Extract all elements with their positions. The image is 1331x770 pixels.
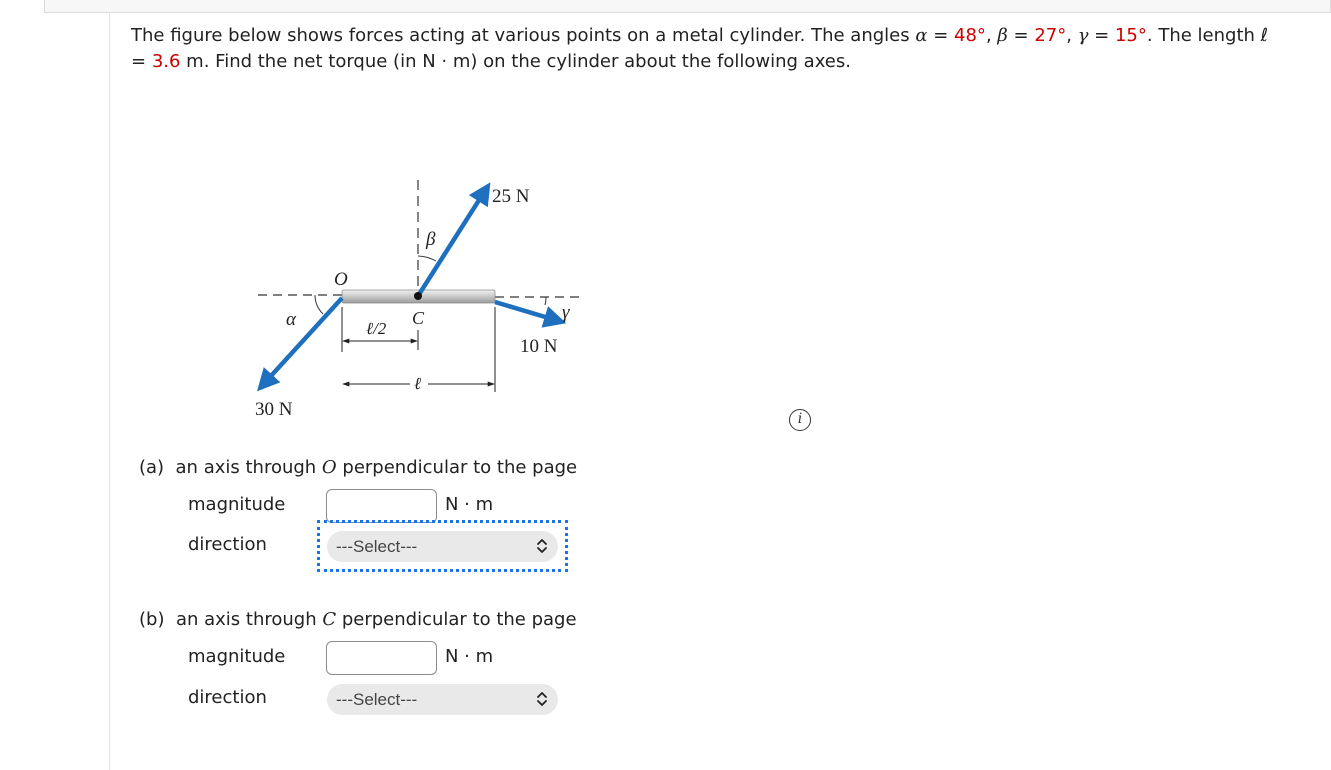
part-a-direction-select[interactable] [327, 531, 558, 562]
beta-value: 27° [1034, 25, 1067, 46]
part-a-axis-symbol: O [321, 457, 337, 478]
part-b-direction-selected: ---Select--- [336, 690, 418, 709]
part-a-direction-label: direction [188, 534, 267, 555]
left-margin-rule [109, 13, 110, 770]
alpha-symbol: α [915, 25, 928, 46]
separator: , [985, 25, 998, 46]
length-value: 3.6 [151, 51, 181, 72]
point-label-o: O [334, 269, 348, 290]
part-b-direction-select[interactable] [327, 684, 558, 715]
force-label-30n: 30 N [255, 399, 293, 420]
gamma-value: 15° [1114, 25, 1147, 46]
part-b-direction-label: direction [188, 687, 267, 708]
part-b-axis-symbol: C [322, 609, 337, 630]
part-a-text-pre: an axis through [175, 457, 322, 478]
length-symbol: ℓ [1260, 25, 1269, 46]
part-b-question [139, 609, 577, 630]
separator: , [1066, 25, 1078, 46]
equals-sign: = [1007, 25, 1035, 46]
problem-mid: . The length [1146, 25, 1261, 46]
dim-label-half-length: ℓ/2 [366, 319, 387, 338]
info-icon[interactable]: i [789, 409, 811, 431]
part-b-unit: N · m [445, 646, 494, 667]
angle-label-gamma: γ [562, 302, 570, 323]
part-a-direction-selected: ---Select--- [336, 537, 418, 556]
part-b-letter: (b) [139, 609, 165, 630]
part-b-text-post: perpendicular to the page [336, 609, 577, 630]
beta-angle-arc [418, 256, 436, 261]
top-toolbar-strip [44, 0, 1331, 13]
center-point-c [414, 292, 422, 300]
equals-sign: = [1088, 25, 1115, 46]
problem-statement [131, 23, 1281, 75]
chevron-updown-icon [536, 691, 548, 707]
part-b-magnitude-input[interactable] [326, 641, 437, 675]
part-a-magnitude-input[interactable] [326, 489, 437, 523]
problem-tail: m. Find the net torque (in N · m) on the cylinder about the following axes. [180, 51, 851, 72]
part-a-question [139, 457, 577, 478]
chevron-updown-icon [536, 538, 548, 554]
cylinder-force-diagram [230, 170, 600, 430]
part-b-magnitude-label: magnitude [188, 646, 286, 667]
point-label-c: C [412, 308, 425, 328]
part-a-letter: (a) [139, 457, 165, 478]
equals-sign: = [927, 25, 955, 46]
part-a-magnitude-label: magnitude [188, 494, 286, 515]
part-a-text-post: perpendicular to the page [336, 457, 578, 478]
force-arrow-10n [495, 302, 562, 322]
beta-symbol: β [997, 25, 1008, 46]
force-arrow-30n [260, 298, 342, 388]
problem-intro: The figure below shows forces acting at various points on a metal cylinder. The angles [131, 25, 916, 46]
part-a-unit: N · m [445, 494, 494, 515]
angle-label-alpha: α [286, 309, 296, 330]
force-label-25n: 25 N [492, 186, 530, 207]
gamma-symbol: γ [1077, 25, 1089, 46]
alpha-angle-arc [315, 295, 323, 314]
dim-label-length: ℓ [414, 374, 422, 393]
alpha-value: 48° [954, 25, 986, 46]
force-label-10n: 10 N [520, 336, 558, 357]
gamma-angle-arc [545, 297, 546, 305]
part-b-text-pre: an axis through [175, 609, 323, 630]
angle-label-beta: β [426, 229, 436, 250]
equals-sign: = [131, 51, 152, 72]
